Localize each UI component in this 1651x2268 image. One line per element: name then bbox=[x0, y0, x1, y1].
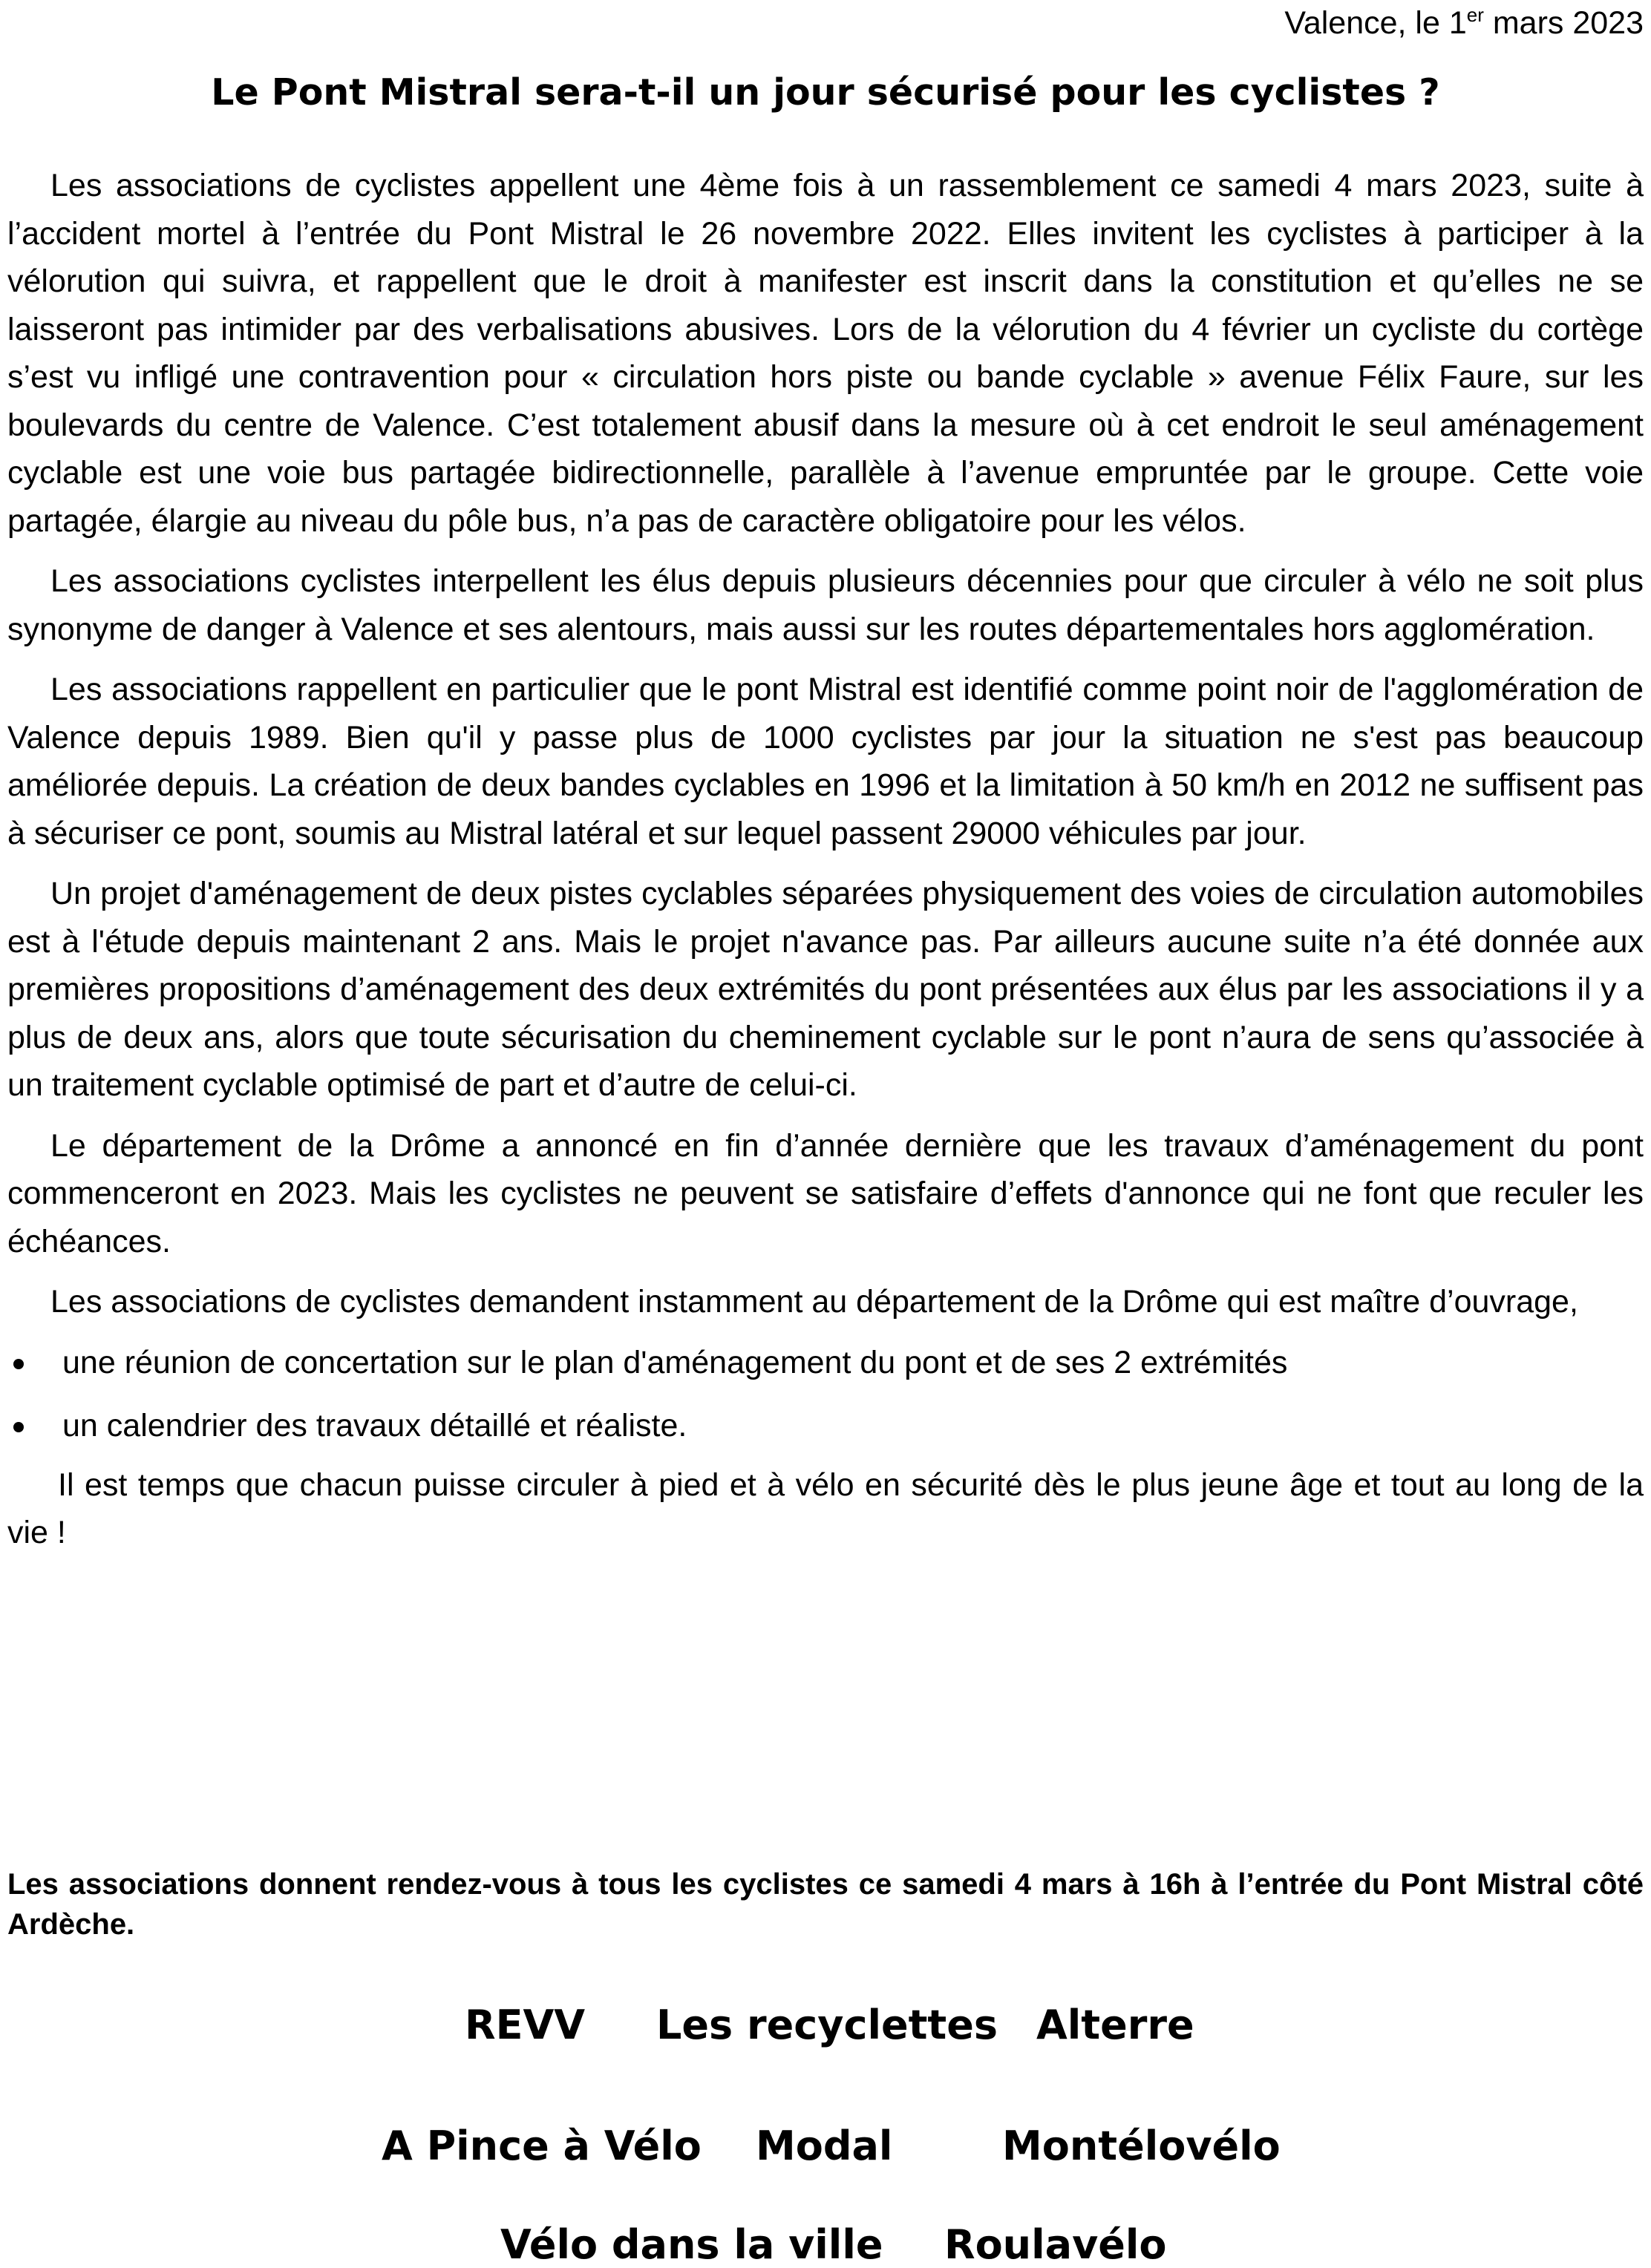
list-item-text: une réunion de concertation sur le plan d'aménagement du pont et de ses 2 extrémités bbox=[62, 1344, 1288, 1380]
association-name: Les recyclettes bbox=[656, 2002, 998, 2048]
date-ordinal: er bbox=[1466, 4, 1484, 26]
list-item bbox=[7, 1339, 1644, 1387]
paragraph-4: Un projet d'aménagement de deux pistes cyclables séparées physiquement des voies de circulation automobiles est à l'étude depuis maintenant 2 ans. Mais le projet n'avance pas. Par ailleurs aucune suite n’a été donnée aux premières propositions d’aménagement des deux extrémités du pont présentées aux élus par les associations il y a plus de deux ans, alors que toute sécurisation du cheminement cyclable sur le pont n’aura de sens qu’associée à un traitement cyclable optimisé de part et d’autre de celui-ci. bbox=[7, 876, 1644, 1103]
list-item bbox=[7, 1402, 1644, 1450]
paragraph-2: Les associations cyclistes interpellent les élus depuis plusieurs décennies pour que circuler à vélo ne soit plus synonyme de danger à Valence et ses alentours, mais aussi sur les routes départementales hors agglomération. bbox=[7, 563, 1644, 647]
demands-list bbox=[7, 1339, 1644, 1450]
bullet-icon bbox=[13, 1359, 24, 1369]
association-name: Alterre bbox=[1036, 2002, 1194, 2048]
date-text: Valence, le 1 bbox=[1284, 5, 1467, 41]
association-name: A Pince à Vélo bbox=[382, 2123, 702, 2169]
paragraph-6: Les associations de cyclistes demandent instamment au département de la Drôme qui est maître d’ouvrage, bbox=[50, 1284, 1578, 1320]
association-name: REVV bbox=[465, 2002, 586, 2048]
closing-paragraph: Il est temps que chacun puisse circuler à pied et à vélo en sécurité dès le plus jeune âge et tout au long de la vie ! bbox=[7, 1466, 1644, 1550]
rendezvous-notice: Les associations donnent rendez-vous à tous les cyclistes ce samedi 4 mars à 16h à l’entrée du Pont Mistral côté Ardèche. bbox=[7, 1868, 1644, 1941]
association-name: Roulavélo bbox=[944, 2221, 1167, 2268]
association-name: Vélo dans la ville bbox=[500, 2221, 883, 2268]
association-name: Modal bbox=[756, 2123, 893, 2169]
association-name: Montélovélo bbox=[1002, 2123, 1281, 2169]
bullet-icon bbox=[13, 1422, 24, 1432]
paragraph-5: Le département de la Drôme a annoncé en fin d’année dernière que les travaux d’aménagement du pont commenceront en 2023. Mais les cyclistes ne peuvent se satisfaire d’effets d'annonce qui ne font que reculer les échéances. bbox=[7, 1127, 1644, 1259]
paragraph-1: Les associations de cyclistes appellent une 4ème fois à un rassemblement ce samedi 4 mars 2023, suite à l’accident mortel à l’entrée du Pont Mistral le 26 novembre 2022. Elles invitent les cyclistes à participer à la vélorution qui suivra, et rappellent que le droit à manifester est inscrit dans la constitution et qu’elles ne se laisseront pas intimider par des verbalisations abusives. Lors de la vélorution du 4 février un cycliste du cortège s’est vu infligé une contravention pour « circulation hors piste ou bande cyclable » avenue Félix Faure, sur les boulevards du centre de Valence. C’est totalement abusif dans la mesure où à cet endroit le seul aménagement cyclable est une voie bus partagée bidirectionnelle, parallèle à l’avenue empruntée par le groupe. Cette voie partagée, élargie au niveau du pôle bus, n’a pas de caractère obligatoire pour les vélos. bbox=[7, 168, 1644, 539]
date-rest: mars 2023 bbox=[1483, 5, 1644, 41]
letter-date bbox=[1284, 4, 1644, 43]
document-title: Le Pont Mistral sera-t-il un jour sécurisé pour les cyclistes ? bbox=[211, 71, 1440, 114]
document-body bbox=[7, 162, 1644, 1570]
paragraph-3: Les associations rappellent en particulier que le pont Mistral est identifié comme point noir de l'agglomération de Valence depuis 1989. Bien qu'il y passe plus de 1000 cyclistes par jour la situation ne s'est pas beaucoup améliorée depuis. La création de deux bandes cyclables en 1996 et la limitation à 50 km/h en 2012 ne suffisent pas à sécuriser ce pont, soumis au Mistral latéral et sur lequel passent 29000 véhicules par jour. bbox=[7, 672, 1644, 851]
list-item-text: un calendrier des travaux détaillé et réaliste. bbox=[62, 1408, 687, 1443]
